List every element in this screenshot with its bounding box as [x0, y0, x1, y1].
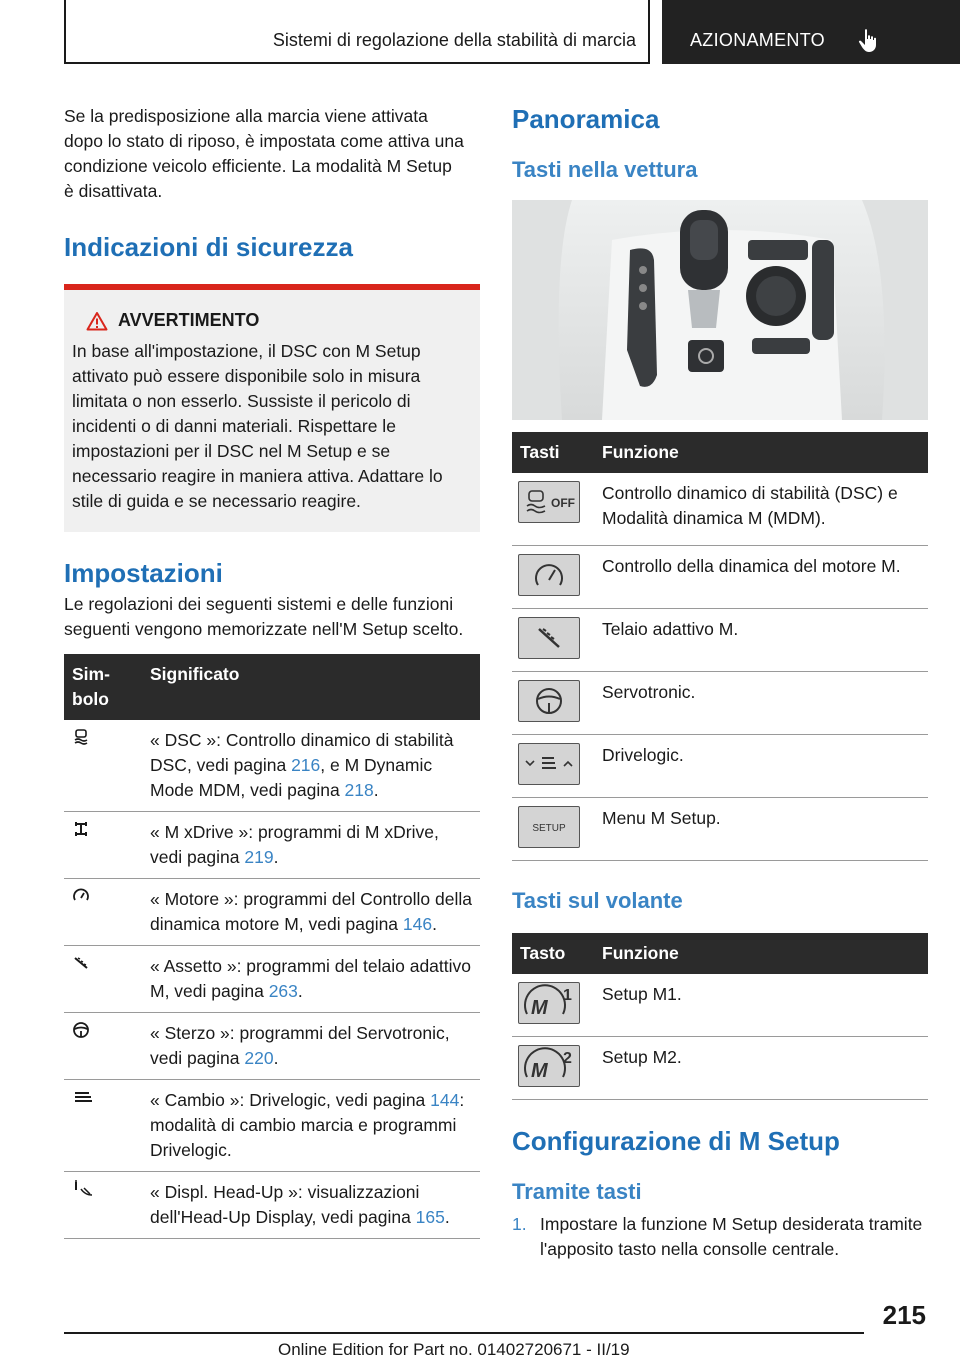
table-row	[512, 473, 928, 546]
setup-button-icon	[518, 806, 580, 848]
page-link[interactable]: 165	[415, 1207, 445, 1227]
table-row	[512, 974, 928, 1037]
symbol-cell	[64, 1080, 142, 1172]
svg-text:2: 2	[563, 1050, 572, 1067]
table-row	[512, 798, 928, 861]
left-column	[64, 104, 480, 1239]
function-cell	[594, 974, 928, 1037]
page-link[interactable]: 263	[268, 981, 298, 1001]
warning-title-row	[86, 310, 472, 331]
table-row	[64, 1172, 480, 1239]
section-title: Sistemi di regolazione della stabilità di marcia	[272, 30, 636, 50]
table-row	[512, 735, 928, 798]
wheel-keys-table-header	[512, 933, 928, 974]
step-text: Impostare la funzione M Setup desiderata tramite l'apposito tasto nella consolle centrale.	[540, 1214, 923, 1259]
function-cell	[594, 546, 928, 609]
table-row	[64, 812, 480, 879]
steering-icon	[72, 1023, 90, 1043]
function-text: Drivelogic.	[602, 745, 684, 765]
page-link[interactable]: 219	[244, 847, 274, 867]
page-link[interactable]: 216	[291, 755, 321, 775]
servotronic-button-icon	[518, 680, 580, 722]
function-text: Servotronic.	[602, 682, 696, 702]
symbol-cell	[64, 812, 142, 879]
col-function-header: Funzione	[594, 432, 928, 473]
hand-pointer-icon	[856, 28, 882, 54]
col-symbol-header: Sim-bolo	[64, 654, 142, 720]
settings-table-header	[64, 654, 480, 720]
chapter-title: AZIONAMENTO	[690, 30, 825, 50]
key-cell	[512, 546, 594, 609]
overview-heading: Panoramica	[512, 104, 660, 134]
function-cell	[594, 473, 928, 546]
col-keys-header: Tasti	[512, 432, 594, 473]
table-row	[64, 946, 480, 1013]
step-number: 1.	[512, 1214, 527, 1234]
m2-button-icon	[518, 1045, 580, 1087]
meaning-text-2: .	[444, 1207, 450, 1227]
xdrive-icon	[72, 822, 90, 842]
meaning-text-2: , e M Dynamic Mode MDM, vedi pagina	[150, 755, 433, 800]
m1-button-icon	[518, 982, 580, 1024]
svg-text:1: 1	[563, 987, 572, 1004]
symbol-cell	[64, 946, 142, 1013]
table-row	[512, 609, 928, 672]
key-cell	[512, 1037, 594, 1100]
function-text: Setup M1.	[602, 984, 682, 1004]
symbol-cell	[64, 1013, 142, 1080]
edition-note: Online Edition for Part no. 01402720671 - II/19	[278, 1340, 630, 1359]
engine-dynamics-button-icon	[518, 554, 580, 596]
dsc-off-button-icon	[518, 481, 580, 523]
table-row	[64, 1013, 480, 1080]
meaning-text-2: .	[432, 914, 437, 934]
meaning-cell	[142, 812, 480, 879]
function-cell	[594, 609, 928, 672]
page-link[interactable]: 146	[402, 914, 433, 934]
right-column	[512, 104, 928, 1262]
config-heading: Configurazione di M Setup	[512, 1126, 840, 1156]
svg-text:OFF: OFF	[551, 496, 575, 510]
dsc-icon	[72, 730, 90, 750]
meaning-text: « Sterzo »: programmi del Servotronic, vedi pagina	[150, 1023, 450, 1068]
key-cell	[512, 735, 594, 798]
meaning-cell	[142, 720, 480, 812]
wheel-keys-table	[512, 933, 928, 1100]
suspension-icon	[72, 956, 90, 976]
footer-rule	[64, 1332, 864, 1334]
col-key-header: Tasto	[512, 933, 594, 974]
car-keys-table-header	[512, 432, 928, 473]
car-keys-heading: Tasti nella vettura	[512, 157, 698, 182]
settings-paragraph: Le regolazioni dei seguenti sistemi e delle funzioni seguenti vengono memorizzate nell'M Setup scelto.	[64, 594, 464, 639]
function-text: Telaio adattivo M.	[602, 619, 739, 639]
headup-icon	[72, 1182, 96, 1202]
via-keys-heading: Tramite tasti	[512, 1179, 642, 1204]
table-row	[64, 1080, 480, 1172]
function-cell	[594, 672, 928, 735]
meaning-cell	[142, 1013, 480, 1080]
function-text: Controllo dinamico di stabilità (DSC) e Modalità dinamica M (MDM).	[602, 483, 898, 528]
symbol-cell	[64, 879, 142, 946]
page-link-2[interactable]: 218	[344, 780, 374, 800]
symbol-cell	[64, 1172, 142, 1239]
key-cell	[512, 473, 594, 546]
step-1	[512, 1212, 928, 1262]
warning-triangle-icon	[86, 311, 108, 331]
meaning-text-2: .	[273, 847, 279, 867]
col-meaning-header: Significato	[142, 654, 480, 720]
warning-text: In base all'impostazione, il DSC con M Setup attivato può essere disponibile solo in misura limitata o non esserlo. Sussiste il pericolo di incidenti o di danni materiali. Rispettare le impostazioni per il DSC nel M Setup e se necessario reagire in maniera attiva. Adattare lo stile di guida e se necessario reagire.	[72, 341, 443, 511]
key-cell	[512, 798, 594, 861]
drivelogic-button-icon	[518, 743, 580, 785]
svg-text:M: M	[531, 1060, 548, 1082]
table-row	[512, 1037, 928, 1100]
symbol-cell	[64, 720, 142, 812]
drivelogic-icon	[72, 1090, 94, 1110]
car-keys-table	[512, 432, 928, 861]
key-cell	[512, 974, 594, 1037]
settings-heading: Impostazioni	[64, 558, 223, 588]
svg-text:SETUP: SETUP	[532, 823, 566, 834]
meaning-cell	[142, 1172, 480, 1239]
page-link[interactable]: 220	[244, 1048, 274, 1068]
meaning-cell	[142, 946, 480, 1013]
function-text: Menu M Setup.	[602, 808, 721, 828]
function-text: Setup M2.	[602, 1047, 682, 1067]
meaning-cell	[142, 879, 480, 946]
meaning-text: « Motore »: programmi del Controllo della dinamica motore M, vedi pagina	[150, 889, 472, 934]
chapter-tab	[662, 0, 960, 64]
page-header	[64, 0, 960, 66]
meaning-text: « Cambio »: Drivelogic, vedi pagina	[150, 1090, 431, 1110]
table-row	[64, 720, 480, 812]
meaning-text-2: .	[273, 1048, 279, 1068]
meaning-text: « Assetto »: programmi del telaio adattivo M, vedi pagina	[150, 956, 472, 1001]
safety-heading: Indicazioni di sicurezza	[64, 232, 353, 262]
page-link[interactable]: 144	[430, 1090, 460, 1110]
meaning-text: « Displ. Head-Up »: visualizzazioni dell'Head-Up Display, vedi pagina	[150, 1182, 420, 1227]
page-number: 215	[882, 1300, 926, 1330]
section-title-box	[64, 0, 650, 64]
key-cell	[512, 672, 594, 735]
wheel-keys-heading: Tasti sul volante	[512, 888, 683, 913]
key-cell	[512, 609, 594, 672]
function-text: Controllo della dinamica del motore M.	[602, 556, 901, 576]
table-row	[512, 546, 928, 609]
meaning-text-2: : modalità di cambio marcia e programmi Drivelogic.	[150, 1090, 465, 1160]
settings-table	[64, 654, 480, 1239]
intro-paragraph: Se la predisposizione alla marcia viene attivata dopo lo stato di riposo, è impostata come attiva una condizione veicolo efficiente. La modalità M Setup è disattivata.	[64, 106, 464, 201]
svg-text:M: M	[531, 997, 548, 1019]
warning-box	[64, 284, 480, 532]
meaning-text-3: .	[373, 780, 379, 800]
meaning-text: « DSC »: Controllo dinamico di stabilità DSC, vedi pagina	[150, 730, 454, 775]
table-row	[512, 672, 928, 735]
function-cell	[594, 735, 928, 798]
engine-icon	[72, 889, 90, 909]
function-cell	[594, 1037, 928, 1100]
warning-title: AVVERTIMENTO	[118, 310, 260, 330]
meaning-text-2: .	[297, 981, 303, 1001]
adaptive-chassis-button-icon	[518, 617, 580, 659]
table-row	[64, 879, 480, 946]
col-function-header-2: Funzione	[594, 933, 928, 974]
function-cell	[594, 798, 928, 861]
meaning-text: « M xDrive »: programmi di M xDrive, vedi pagina	[150, 822, 439, 867]
center-console-photo	[512, 200, 928, 420]
meaning-cell	[142, 1080, 480, 1172]
